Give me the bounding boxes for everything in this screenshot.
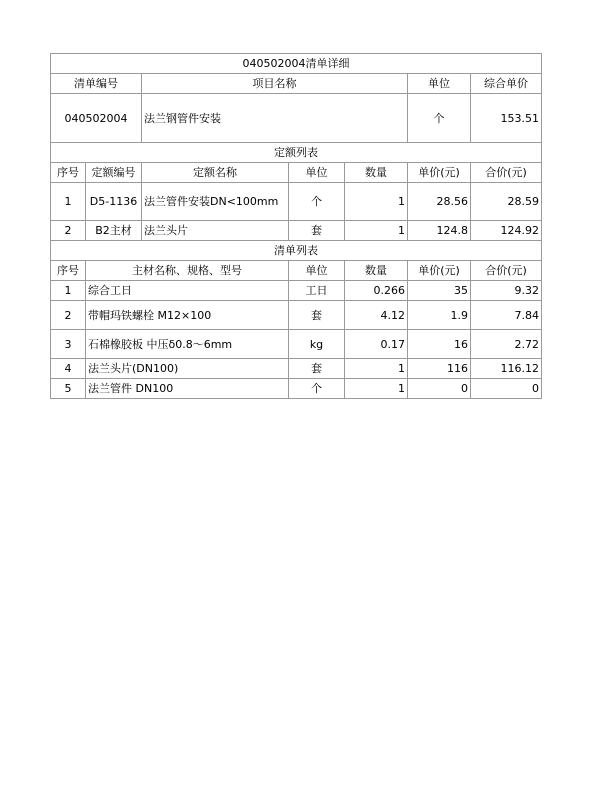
quota-code-header: 定额编号 [86,163,142,183]
material-section-title: 清单列表 [51,241,542,261]
material-no: 4 [51,359,86,379]
material-row [51,281,542,301]
material-no: 2 [51,301,86,330]
quota-code: D5-1136 [86,183,142,221]
material-total: 7.84 [471,301,542,330]
bill-unit: 个 [408,94,471,143]
material-header-row [51,261,542,281]
quota-unit-header: 单位 [289,163,345,183]
material-qty: 1 [345,359,408,379]
bill-name: 法兰钢管件安装 [142,94,408,143]
material-total: 0 [471,379,542,399]
material-total: 9.32 [471,281,542,301]
bill-header-row [51,74,542,94]
quota-price: 124.8 [408,221,471,241]
material-name: 带帽玛铁螺栓 M12×100 [86,301,289,330]
material-qty-header: 数量 [345,261,408,281]
quota-qty-header: 数量 [345,163,408,183]
quota-price-header: 单价(元) [408,163,471,183]
quota-row [51,221,542,241]
material-unit: 套 [289,359,345,379]
material-unit: 工日 [289,281,345,301]
material-name: 法兰管件 DN100 [86,379,289,399]
bill-price: 153.51 [471,94,542,143]
material-unit: kg [289,330,345,359]
material-unit: 个 [289,379,345,399]
bill-row [51,94,542,143]
material-row [51,359,542,379]
material-total: 2.72 [471,330,542,359]
material-qty: 0.17 [345,330,408,359]
material-unit-header: 单位 [289,261,345,281]
material-name-header: 主材名称、规格、型号 [86,261,289,281]
quota-name: 法兰头片 [142,221,289,241]
material-total: 116.12 [471,359,542,379]
bill-unit-header: 单位 [408,74,471,94]
material-price: 0 [408,379,471,399]
material-no: 1 [51,281,86,301]
bill-code: 040502004 [51,94,142,143]
material-price-header: 单价(元) [408,261,471,281]
material-qty: 4.12 [345,301,408,330]
bill-name-header: 项目名称 [142,74,408,94]
material-no: 3 [51,330,86,359]
quota-total-header: 合价(元) [471,163,542,183]
quota-unit: 套 [289,221,345,241]
quota-no: 1 [51,183,86,221]
material-no: 5 [51,379,86,399]
bill-price-header: 综合单价 [471,74,542,94]
quota-qty: 1 [345,221,408,241]
title-row [51,54,542,74]
material-row [51,330,542,359]
sheet-title: 040502004清单详细 [51,54,542,74]
quota-row [51,183,542,221]
quota-price: 28.56 [408,183,471,221]
material-name: 石棉橡胶板 中压δ0.8～6mm [86,330,289,359]
material-qty: 0.266 [345,281,408,301]
material-no-header: 序号 [51,261,86,281]
material-unit: 套 [289,301,345,330]
material-qty: 1 [345,379,408,399]
material-total-header: 合价(元) [471,261,542,281]
material-name: 法兰头片(DN100) [86,359,289,379]
quota-no: 2 [51,221,86,241]
material-row [51,379,542,399]
quota-section-row [51,143,542,163]
quota-qty: 1 [345,183,408,221]
material-name: 综合工日 [86,281,289,301]
quota-total: 28.59 [471,183,542,221]
material-row [51,301,542,330]
material-price: 1.9 [408,301,471,330]
quota-header-row [51,163,542,183]
quota-no-header: 序号 [51,163,86,183]
quota-code: B2主材 [86,221,142,241]
bill-code-header: 清单编号 [51,74,142,94]
material-price: 116 [408,359,471,379]
quota-section-title: 定额列表 [51,143,542,163]
quota-name-header: 定额名称 [142,163,289,183]
bill-detail-table [50,53,542,399]
quota-total: 124.92 [471,221,542,241]
material-section-row [51,241,542,261]
material-price: 35 [408,281,471,301]
material-price: 16 [408,330,471,359]
quota-name: 法兰管件安装DN<100mm [142,183,289,221]
quota-unit: 个 [289,183,345,221]
